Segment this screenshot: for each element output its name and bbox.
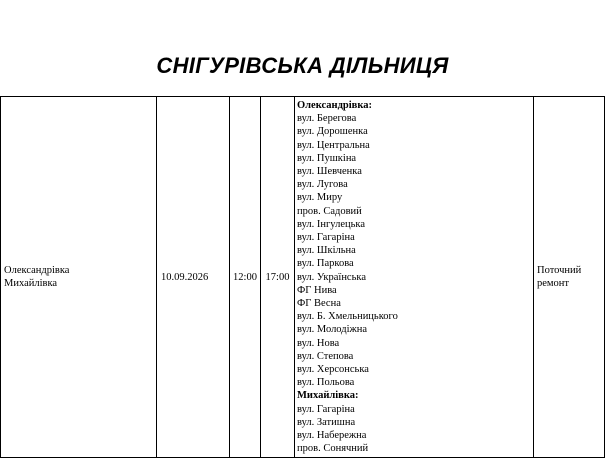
street-item: вул. Шевченка <box>297 166 362 178</box>
reason-line: Поточний <box>537 265 582 277</box>
street-item: вул. Гагаріна <box>297 403 355 415</box>
street-item: вул. Паркова <box>297 258 354 270</box>
end-time-cell: 17:00 <box>261 97 295 458</box>
settlement-name: Олександрівка <box>4 265 70 277</box>
street-item: вул. Дорошенка <box>297 126 368 138</box>
street-item: вул. Українська <box>297 271 366 283</box>
street-item: вул. Б. Хмельницького <box>297 311 398 323</box>
street-item: вул. Центральна <box>297 139 370 151</box>
street-item: ФГ Нива <box>297 284 337 296</box>
street-item: ФГ Весна <box>297 298 341 310</box>
reason-cell <box>534 97 605 458</box>
street-item: вул. Інгулецька <box>297 218 365 230</box>
start-time-cell: 12:00 <box>230 97 261 458</box>
village-heading: Михайлівка: <box>297 390 359 402</box>
street-item: вул. Пушкіна <box>297 152 357 164</box>
reason-line: ремонт <box>537 278 570 290</box>
street-item: вул. Степова <box>297 350 354 362</box>
street-item: вул. Шкільна <box>297 245 356 257</box>
settlement-name: Михайлівка <box>4 278 58 290</box>
table-row <box>1 97 605 458</box>
outage-table <box>0 96 605 458</box>
street-item: вул. Миру <box>297 192 343 204</box>
page-title: СНІГУРІВСЬКА ДІЛЬНИЦЯ <box>156 53 449 78</box>
street-item: вул. Лугова <box>297 179 348 191</box>
street-item: вул. Польова <box>297 377 355 389</box>
street-item: вул. Херсонська <box>297 364 369 376</box>
street-item: вул. Берегова <box>297 113 357 125</box>
village-heading: Олександрівка: <box>297 100 372 111</box>
street-item: пров. Сонячний <box>297 443 369 455</box>
street-item: вул. Нова <box>297 337 340 349</box>
street-item: вул. Затишна <box>297 416 356 428</box>
street-item: вул. Набережна <box>297 430 367 442</box>
street-item: вул. Гагаріна <box>297 232 355 244</box>
street-item: пров. Садовий <box>297 205 362 217</box>
streets-cell <box>295 97 534 458</box>
settlements-cell <box>1 97 157 458</box>
date-cell: 10.09.2026 <box>157 97 230 458</box>
street-item: вул. Молодіжна <box>297 324 368 336</box>
